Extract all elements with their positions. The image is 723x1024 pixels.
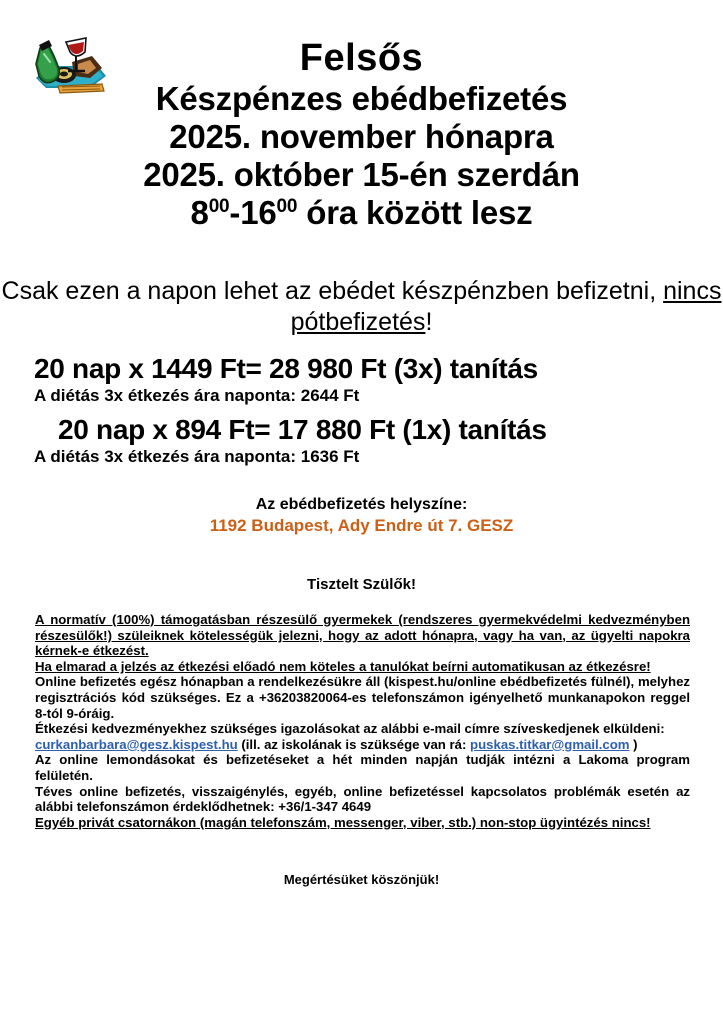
intro-paragraph: [0, 276, 723, 338]
body-paragraph-5: Az online lemondásokat és befizetéseket a hét minden napján tudják intézni a Lakoma program felületén.: [35, 752, 690, 783]
page-title: Felsős: [299, 37, 424, 79]
email-link-gesz[interactable]: curkanbarbara@gesz.kispest.hu: [35, 736, 238, 752]
email-line-end: ): [629, 736, 638, 752]
heading-line-3: 2025. október 15-én szerdán: [143, 156, 580, 193]
body-paragraph-7: Egyéb privát csatornákon (magán telefonszám, messenger, viber, stb.) non-stop ügyintézés nincs!: [35, 814, 651, 830]
price-row-1-main: 20 nap x 1449 Ft= 28 980 Ft (3x) tanítás: [34, 353, 538, 384]
body-paragraph-6: Téves online befizetés, visszaigénylés, egyéb, online befizetéssel kapcsolatos problémák esetén az alábbi telefonszámon érdeklődhetnek: +36/1-347 4649: [35, 783, 690, 815]
intro-part2: !: [425, 308, 433, 336]
heading-time-line: [0, 194, 723, 232]
body-paragraph-3: Online befizetés egész hónapban a rendelkezésükre áll (kispest.hu/online ebédbefizetés fülnél), melyhez regisztrációs kód szükséges. Ez a +36203820064-es telefonszámon igényelhető munkanapokon reggel 8-tól 9-óráig.: [35, 674, 690, 721]
price-row-1-sub: A diétás 3x étkezés ára naponta: 2644 Ft: [34, 386, 360, 405]
time-suffix: óra között lesz: [297, 194, 533, 231]
intro-part1: Csak ezen a napon lehet az ebédet készpénzben befizetni,: [1, 277, 664, 305]
time-end-min: 00: [276, 196, 298, 217]
heading-line-2: 2025. november hónapra: [169, 118, 554, 155]
email-line-middle: (ill. az iskolának is szüksége van rá:: [237, 736, 471, 752]
body-email-line: [35, 737, 690, 753]
body-text-block: [35, 612, 690, 830]
time-start-hour: 8: [190, 194, 209, 231]
body-paragraph-2: Ha elmarad a jelzés az étkezési előadó nem köteles a tanulókat beírni automatikusan az étkezésre!: [35, 658, 651, 674]
venue-address: 1192 Budapest, Ady Endre út 7. GESZ: [209, 516, 514, 535]
venue-block: [0, 494, 723, 537]
salutation: Tisztelt Szülők!: [307, 576, 416, 593]
closing-line: Megértésüket köszönjük!: [283, 872, 440, 887]
time-start-min: 00: [208, 196, 230, 217]
email-link-puskas[interactable]: puskas.titkar@gmail.com: [470, 736, 630, 752]
time-separator: -: [229, 194, 241, 231]
heading-line-1: Készpénzes ebédbefizetés: [155, 80, 568, 117]
intro-underlined: nincs pótbefizetés: [290, 277, 722, 336]
venue-label: Az ebédbefizetés helyszíne:: [255, 496, 468, 513]
price-block: [0, 352, 723, 467]
title-block: [0, 36, 723, 232]
time-end-hour: 16: [240, 194, 277, 231]
body-paragraph-4: Étkezési kedvezményekhez szükséges igazolásokat az alábbi e-mail címre szíveskedjenek elküldeni:: [35, 721, 665, 737]
price-row-2-main: 20 nap x 894 Ft= 17 880 Ft (1x) tanítás: [58, 414, 547, 445]
price-row-2-sub: A diétás 3x étkezés ára naponta: 1636 Ft: [34, 447, 360, 466]
body-paragraph-1: A normatív (100%) támogatásban részesülő gyermekek (rendszeres gyermekvédelmi kedvezményben részesülők!) szüleiknek kötelességük jelezni, hogy az adott hónapra, vagy ha van, az ügyelti napokra kérnek-e étkezést.: [35, 612, 690, 659]
